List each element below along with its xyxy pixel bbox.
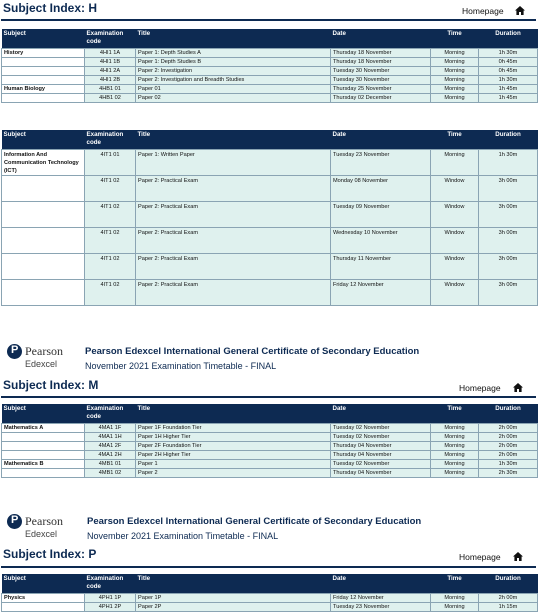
cell-title: Paper 2P (136, 602, 331, 611)
cell-date: Thursday 04 November (331, 441, 431, 450)
col-header-subject: Subject (2, 404, 85, 423)
cell-duration: 2h 00m (479, 451, 538, 460)
cell-duration: 1h 30m (479, 48, 538, 57)
table-row (2, 460, 538, 469)
cell-subject (2, 432, 85, 441)
cell-date: Tuesday 09 November (331, 201, 431, 227)
cell-date: Wednesday 10 November (331, 227, 431, 253)
cell-date: Tuesday 02 November (331, 460, 431, 469)
cell-time: Window (431, 253, 479, 279)
table-row (2, 253, 538, 279)
section-m-rule (1, 396, 536, 398)
table-row (2, 201, 538, 227)
table-row (2, 175, 538, 201)
homepage-link-m[interactable]: Homepage (459, 383, 501, 393)
brand-name: Pearson (25, 514, 63, 528)
cell-subject (2, 201, 85, 227)
table-row (2, 149, 538, 175)
cell-date: Friday 12 November (331, 593, 431, 602)
ict-table (1, 130, 538, 306)
cell-subject (2, 253, 85, 279)
col-header-time: Time (431, 404, 479, 423)
cell-time: Morning (431, 602, 479, 611)
cell-subject (2, 57, 85, 66)
cell-title: Paper 2: Practical Exam (136, 227, 331, 253)
cell-date: Thursday 02 December (331, 94, 431, 103)
cell-title: Paper 1: Depth Studies A (136, 48, 331, 57)
section-m-heading: Subject Index: M (3, 378, 99, 392)
cell-code: 4MA1 2F (85, 441, 136, 450)
banner-title: Pearson Edexcel International General Certificate of Secondary Education (85, 346, 420, 357)
cell-subject: Mathematics B (2, 460, 85, 469)
cell-code: 4IT1 02 (85, 175, 136, 201)
table-row (2, 441, 538, 450)
cell-date: Tuesday 23 November (331, 602, 431, 611)
cell-code: 4IT1 02 (85, 279, 136, 305)
table-row (2, 432, 538, 441)
col-header-duration: Duration (479, 404, 538, 423)
home-icon[interactable] (513, 383, 523, 392)
cell-code: 4HI1 2A (85, 66, 136, 75)
table-row (2, 94, 538, 103)
cell-time: Morning (431, 451, 479, 460)
home-icon[interactable] (513, 552, 523, 561)
cell-code: 4MB1 02 (85, 469, 136, 478)
cell-subject (2, 227, 85, 253)
section-h-heading: Subject Index: H (3, 1, 98, 15)
cell-code: 4IT1 02 (85, 253, 136, 279)
cell-time: Morning (431, 469, 479, 478)
home-icon[interactable] (515, 6, 525, 15)
cell-time: Morning (431, 76, 479, 85)
homepage-link-p[interactable]: Homepage (459, 552, 501, 562)
cell-duration: 2h 00m (479, 593, 538, 602)
cell-code: 4PH1 1P (85, 593, 136, 602)
cell-title: Paper 2: Investigation (136, 66, 331, 75)
cell-date: Thursday 04 November (331, 451, 431, 460)
cell-duration: 0h 45m (479, 66, 538, 75)
cell-date: Tuesday 02 November (331, 432, 431, 441)
cell-time: Morning (431, 432, 479, 441)
cell-code: 4MA1 2H (85, 451, 136, 460)
cell-time: Morning (431, 57, 479, 66)
col-header-title: Title (136, 130, 331, 149)
cell-duration: 2h 00m (479, 432, 538, 441)
cell-subject: History (2, 48, 85, 57)
section-p-heading: Subject Index: P (3, 547, 97, 561)
cell-duration: 3h 00m (479, 201, 538, 227)
pearson-logo-icon: P (7, 514, 22, 529)
table-header-row (2, 29, 538, 48)
cell-time: Morning (431, 85, 479, 94)
cell-title: Paper 1F Foundation Tier (136, 423, 331, 432)
col-header-date: Date (331, 29, 431, 48)
history-biology-table (1, 29, 538, 103)
cell-date: Thursday 18 November (331, 57, 431, 66)
table-row (2, 66, 538, 75)
cell-title: Paper 1 (136, 460, 331, 469)
cell-time: Morning (431, 94, 479, 103)
cell-duration: 1h 30m (479, 460, 538, 469)
table-header-row (2, 130, 538, 149)
cell-title: Paper 1H Higher Tier (136, 432, 331, 441)
col-header-code: Examination code (85, 130, 136, 149)
banner-title: Pearson Edexcel International General Certificate of Secondary Education (87, 516, 422, 527)
cell-duration: 1h 30m (479, 76, 538, 85)
cell-duration: 3h 00m (479, 279, 538, 305)
pearson-logo-icon: P (7, 344, 22, 359)
cell-date: Thursday 25 November (331, 85, 431, 94)
col-header-title: Title (136, 404, 331, 423)
cell-title: Paper 2H Higher Tier (136, 451, 331, 460)
cell-code: 4IT1 02 (85, 201, 136, 227)
cell-subject (2, 451, 85, 460)
cell-code: 4IT1 01 (85, 149, 136, 175)
banner-subtitle: November 2021 Examination Timetable - FINAL (85, 361, 277, 371)
cell-subject (2, 469, 85, 478)
cell-subject (2, 441, 85, 450)
col-header-time: Time (431, 130, 479, 149)
col-header-date: Date (331, 130, 431, 149)
col-header-subject: Subject (2, 29, 85, 48)
col-header-code: Examination code (85, 404, 136, 423)
cell-duration: 1h 15m (479, 602, 538, 611)
col-header-code: Examination code (85, 29, 136, 48)
cell-time: Window (431, 175, 479, 201)
cell-date: Tuesday 02 November (331, 423, 431, 432)
cell-title: Paper 2 (136, 469, 331, 478)
col-header-subject: Subject (2, 130, 85, 149)
cell-date: Thursday 11 November (331, 253, 431, 279)
cell-title: Paper 2: Practical Exam (136, 279, 331, 305)
table-row (2, 76, 538, 85)
table-row (2, 469, 538, 478)
table-row (2, 602, 538, 611)
cell-duration: 1h 45m (479, 85, 538, 94)
cell-duration: 0h 45m (479, 57, 538, 66)
col-header-code: Examination code (85, 574, 136, 593)
cell-time: Morning (431, 423, 479, 432)
cell-subject (2, 66, 85, 75)
cell-subject: Human Biology (2, 85, 85, 94)
table-row (2, 57, 538, 66)
cell-time: Window (431, 201, 479, 227)
cell-time: Morning (431, 593, 479, 602)
cell-date: Friday 12 November (331, 279, 431, 305)
cell-subject (2, 76, 85, 85)
physics-table (1, 574, 538, 612)
cell-duration: 2h 00m (479, 423, 538, 432)
cell-time: Morning (431, 66, 479, 75)
section-h-rule (1, 19, 536, 21)
cell-code: 4HI1 1A (85, 48, 136, 57)
cell-subject: Physics (2, 593, 85, 602)
cell-subject: Information And Communication Technology (ICT) (2, 149, 85, 175)
cell-subject (2, 94, 85, 103)
brand-sub: Edexcel (25, 359, 58, 369)
brand-sub: Edexcel (25, 529, 58, 539)
cell-duration: 3h 00m (479, 253, 538, 279)
table-row (2, 279, 538, 305)
cell-title: Paper 01 (136, 85, 331, 94)
cell-duration: 3h 00m (479, 175, 538, 201)
cell-code: 4HI1 2B (85, 76, 136, 85)
cell-code: 4MB1 01 (85, 460, 136, 469)
cell-duration: 1h 45m (479, 94, 538, 103)
cell-date: Tuesday 23 November (331, 149, 431, 175)
cell-code: 4MA1 1H (85, 432, 136, 441)
cell-date: Thursday 18 November (331, 48, 431, 57)
section-p-rule (1, 566, 536, 568)
cell-date: Tuesday 30 November (331, 66, 431, 75)
col-header-title: Title (136, 574, 331, 593)
cell-time: Morning (431, 441, 479, 450)
cell-date: Thursday 04 November (331, 469, 431, 478)
cell-code: 4IT1 02 (85, 227, 136, 253)
cell-code: 4HI1 1B (85, 57, 136, 66)
col-header-time: Time (431, 574, 479, 593)
table-header-row (2, 574, 538, 593)
table-row (2, 48, 538, 57)
cell-subject (2, 279, 85, 305)
cell-time: Window (431, 227, 479, 253)
table-header-row (2, 404, 538, 423)
col-header-time: Time (431, 29, 479, 48)
cell-title: Paper 02 (136, 94, 331, 103)
table-row (2, 451, 538, 460)
cell-subject: Mathematics A (2, 423, 85, 432)
cell-title: Paper 2: Practical Exam (136, 175, 331, 201)
col-header-date: Date (331, 574, 431, 593)
cell-duration: 1h 30m (479, 149, 538, 175)
brand-name: Pearson (25, 344, 63, 358)
cell-time: Window (431, 279, 479, 305)
cell-time: Morning (431, 48, 479, 57)
cell-duration: 2h 00m (479, 441, 538, 450)
cell-code: 4HB1 02 (85, 94, 136, 103)
table-row (2, 423, 538, 432)
col-header-title: Title (136, 29, 331, 48)
cell-title: Paper 2F Foundation Tier (136, 441, 331, 450)
cell-time: Morning (431, 460, 479, 469)
cell-subject (2, 175, 85, 201)
cell-code: 4MA1 1F (85, 423, 136, 432)
homepage-link-h[interactable]: Homepage (462, 6, 504, 16)
cell-title: Paper 1P (136, 593, 331, 602)
cell-title: Paper 1: Written Paper (136, 149, 331, 175)
table-row (2, 593, 538, 602)
cell-title: Paper 2: Practical Exam (136, 253, 331, 279)
cell-title: Paper 1: Depth Studies B (136, 57, 331, 66)
cell-subject (2, 602, 85, 611)
mathematics-table (1, 404, 538, 478)
banner-subtitle: November 2021 Examination Timetable - FINAL (87, 531, 279, 541)
cell-title: Paper 2: Investigation and Breadth Studies (136, 76, 331, 85)
cell-time: Morning (431, 149, 479, 175)
col-header-duration: Duration (479, 29, 538, 48)
cell-title: Paper 2: Practical Exam (136, 201, 331, 227)
cell-code: 4HB1 01 (85, 85, 136, 94)
cell-code: 4PH1 2P (85, 602, 136, 611)
cell-duration: 2h 30m (479, 469, 538, 478)
table-row (2, 227, 538, 253)
cell-date: Tuesday 30 November (331, 76, 431, 85)
col-header-duration: Duration (479, 574, 538, 593)
cell-date: Monday 08 November (331, 175, 431, 201)
col-header-date: Date (331, 404, 431, 423)
col-header-duration: Duration (479, 130, 538, 149)
col-header-subject: Subject (2, 574, 85, 593)
table-row (2, 85, 538, 94)
cell-duration: 3h 00m (479, 227, 538, 253)
